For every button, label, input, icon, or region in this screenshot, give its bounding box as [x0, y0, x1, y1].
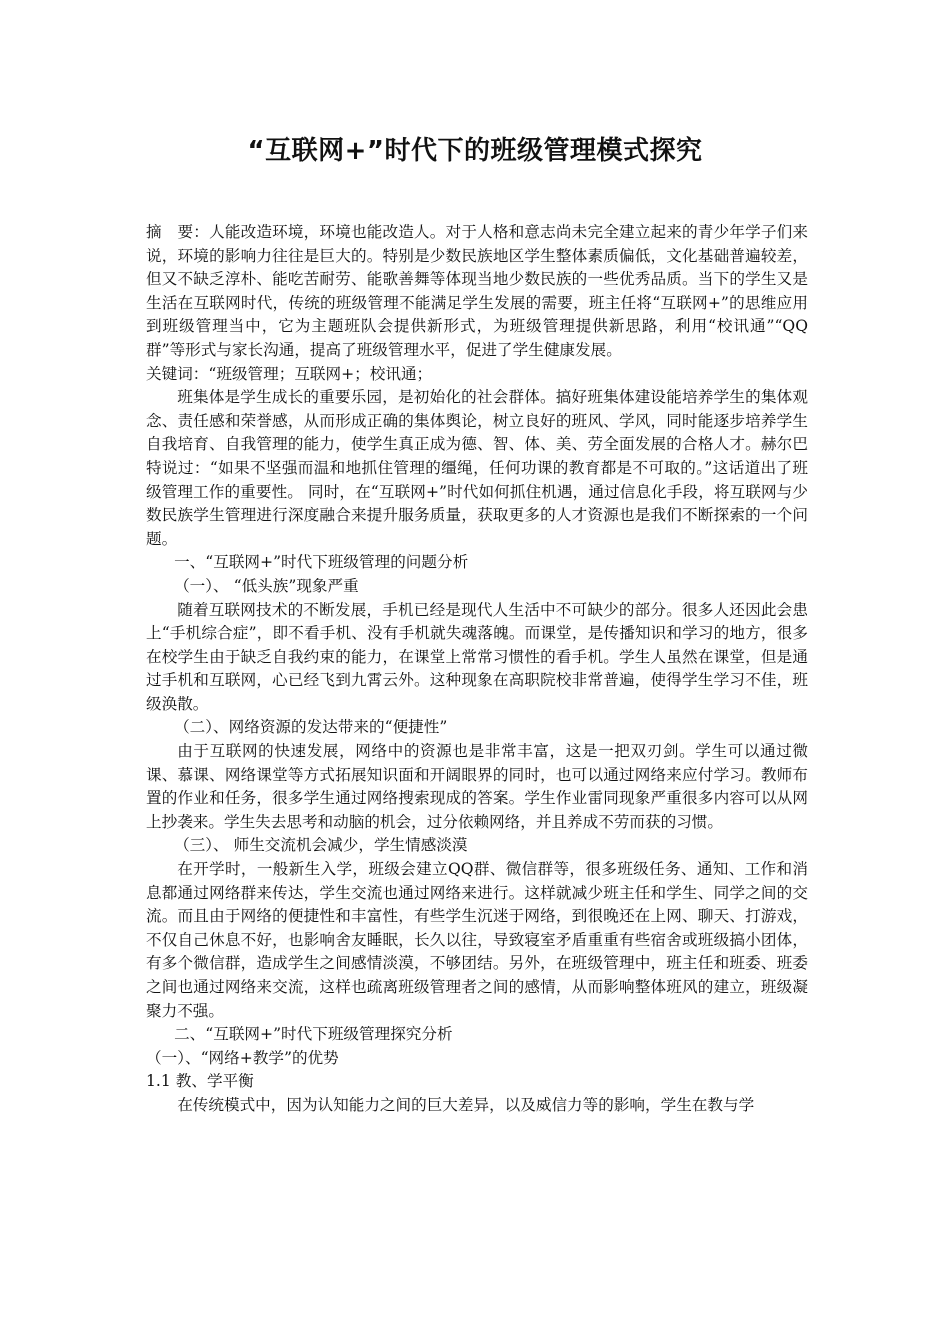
section1-sub2-paragraph: 由于互联网的快速发展，网络中的资源也是非常丰富，这是一把双刃剑。学生可以通过微课、慕课、网络课堂等方式拓展知识面和开阔眼界的同时，也可以通过网络来应付学习。教师布置的作业和任务，很多学生通过网络搜索现成的答案。学生作业雷同现象严重很多内容可以从网上抄袭来。学生失去思考和动脑的机会，过分依赖网络，并且养成不劳而获的习惯。: [146, 742, 808, 831]
section2-sub1-heading: （一）、“网络+教学”的优势: [146, 1048, 339, 1067]
section1-sub1-heading: （一）、 “低头族”现象严重: [174, 576, 359, 595]
section1-sub3-paragraph: 在开学时，一般新生入学，班级会建立QQ群、微信群等，很多班级任务、通知、工作和消息都通过网络群来传达，学生交流也通过网络来进行。这样就减少班主任和学生、同学之间的交流。而且由于网络的便捷性和丰富性，有些学生沉迷于网络，到很晚还在上网、聊天、打游戏，不仅自己休息不好，也影响舍友睡眠，长久以往，导致寝室矛盾重重有些宿舍或班级搞小团体，有多个微信群，造成学生之间感情淡漠，不够团结。另外，在班级管理中，班主任和班委、班委之间也通过网络来交流，这样也疏离班级管理者之间的感情，从而影响整体班风的建立，班级凝聚力不强。: [146, 860, 808, 1020]
section1-sub3-heading: （三）、 师生交流机会减少，学生情感淡漠: [174, 836, 468, 855]
document-title: “互联网+”时代下的班级管理模式探究: [247, 136, 703, 166]
section1-heading: 一、“互联网+”时代下班级管理的问题分析: [174, 553, 469, 572]
section1-sub2-heading: （二）、网络资源的发达带来的“便捷性”: [174, 718, 448, 737]
section2-sub1-1-heading: 1.1 教、学平衡: [146, 1072, 254, 1091]
section1-sub1-paragraph: 随着互联网技术的不断发展，手机已经是现代人生活中不可缺少的部分。很多人还因此会患上“手机综合症”，即不看手机、没有手机就失魂落魄。而课堂，是传播知识和学习的地方，很多在校学生由于缺乏自我约束的能力，在课堂上常常习惯性的看手机。学生人虽然在课堂，但是通过手机和互联网，心已经飞到九霄云外。这种现象在高职院校非常普遍，使得学生学习不佳，班级涣散。: [146, 600, 808, 713]
section2-heading: 二、“互联网+”时代下班级管理探究分析: [174, 1025, 453, 1044]
keywords-line: 关键词：“班级管理；互联网+；校讯通；: [146, 364, 433, 383]
document-body: [146, 221, 808, 1118]
intro-paragraph: 班集体是学生成长的重要乐园，是初始化的社会群体。搞好班集体建设能培养学生的集体观念、责任感和荣誉感，从而形成正确的集体舆论，树立良好的班风、学风，同时能逐步培养学生自我培育、自我管理的能力，使学生真正成为德、智、体、美、劳全面发展的合格人才。赫尔巴特说过：“如果不坚强而温和地抓住管理的缰绳，任何功课的教育都是不可取的。”这话道出了班级管理工作的重要性。 同时，在“互联网+”时代如何抓住机遇，通过信息化手段，将互联网与少数民族学生管理进行深度融合来提升服务质量，获取更多的人才资源也是我们不断探索的一个问题。: [146, 388, 808, 548]
abstract-paragraph: 摘 要：人能改造环境，环境也能改造人。对于人格和意志尚未完全建立起来的青少年学子们来说，环境的影响力往往是巨大的。特别是少数民族地区学生整体素质偏低，文化基础普遍较差，但又不缺乏淳朴、能吃苦耐劳、能歌善舞等体现当地少数民族的一些优秀品质。当下的学生又是生活在互联网时代，传统的班级管理不能满足学生发展的需要，班主任将“互联网+”的思维应用到班级管理当中，它为主题班队会提供新形式，为班级管理提供新思路，利用“校讯通”“QQ群”等形式与家长沟通，提高了班级管理水平，促进了学生健康发展。: [146, 223, 808, 359]
section2-sub1-1-paragraph: 在传统模式中，因为认知能力之间的巨大差异，以及威信力等的影响，学生在教与学: [177, 1095, 755, 1114]
